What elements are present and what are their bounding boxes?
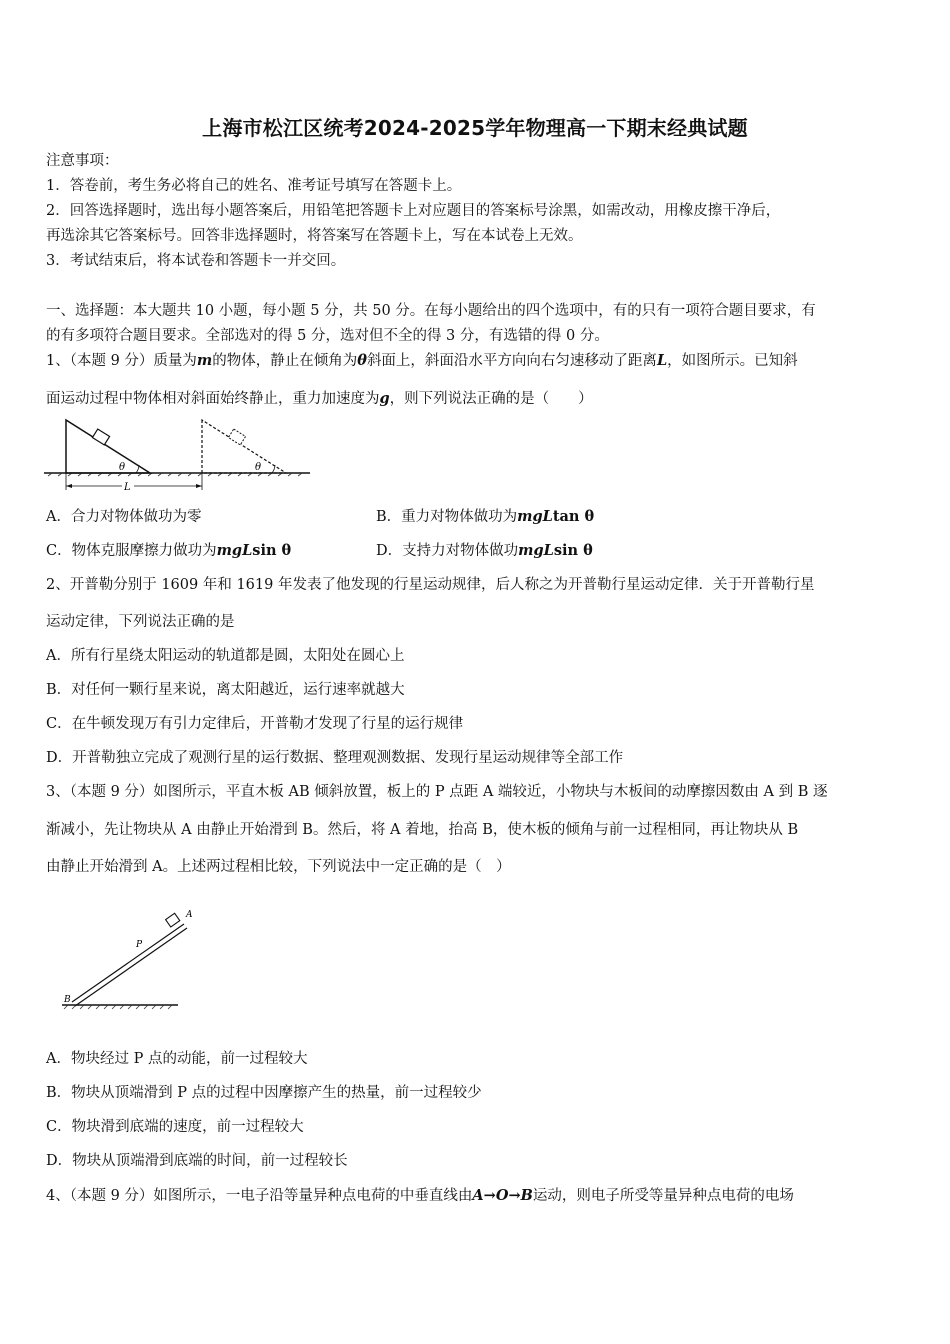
point-P-label: P [136, 940, 143, 950]
notice-item: 2．回答选择题时，选出每小题答案后，用铅笔把答题卡上对应题目的答案标号涂黑，如需改动，用橡皮擦干净后， [46, 203, 781, 219]
question-1-option-b: B．重力对物体做功为mgLtan θ [376, 508, 595, 525]
question-2-option-d: D．开普勒独立完成了观测行星的运行数据、整理观测数据、发现行星运动规律等全部工作 [46, 750, 624, 766]
question-3-option-d: D．物块从顶端滑到底端的时间，前一过程较长 [46, 1153, 348, 1169]
question-4-text: 4、（本题 9 分）如图所示，一电子沿等量异种点电荷的中垂直线由A→O→B运动，则电子所受等量异种点电荷的电场 [46, 1187, 794, 1204]
question-3-text: 渐减小，先让物块从 A 由静止开始滑到 B。然后，将 A 着地，抬高 B，使木板的倾角与前一过程相同，再让物块从 B [46, 822, 799, 838]
theta-label: θ [255, 462, 262, 473]
question-3-text: 3、（本题 9 分）如图所示，平直木板 AB 倾斜放置，板上的 P 点距 A 端较近，小物块与木板间的动摩擦因数由 A 到 B 逐 [46, 784, 828, 800]
question-2-text: 运动定律，下列说法正确的是 [46, 614, 235, 630]
notice-heading: 注意事项： [46, 153, 119, 169]
question-2-option-c: C．在牛顿发现万有引力定律后，开普勒才发现了行星的运行规律 [46, 716, 464, 732]
question-3-option-c: C．物块滑到底端的速度，前一过程较大 [46, 1119, 304, 1135]
question-1-figure [44, 418, 314, 493]
question-1-option-c: C．物体克服摩擦力做功为mgLsin θ [46, 542, 292, 559]
question-3-text: 由静止开始滑到 A。上述两过程相比较，下列说法中一定正确的是（ ） [46, 859, 511, 875]
question-1-text: 面运动过程中物体相对斜面始终静止，重力加速度为g，则下列说法正确的是（ ） [46, 390, 593, 407]
section-instructions: 的有多项符合题目要求。全部选对的得 5 分，选对但不全的得 3 分，有选错的得 0 分。 [46, 328, 609, 344]
question-1-option-d: D．支持力对物体做功mgLsin θ [376, 542, 593, 559]
question-3-option-a: A．物块经过 P 点的动能，前一过程较大 [46, 1051, 308, 1067]
L-label: L [124, 482, 131, 493]
question-3-figure [58, 905, 193, 1015]
notice-item: 再选涂其它答案标号。回答非选择题时，将答案写在答题卡上，写在本试卷上无效。 [46, 228, 583, 244]
question-1-text: 1、（本题 9 分）质量为m的物体，静止在倾角为θ斜面上，斜面沿水平方向向右匀速移动了距离L，如图所示。已知斜 [46, 352, 798, 369]
question-3-option-b: B．物块从顶端滑到 P 点的过程中因摩擦产生的热量，前一过程较少 [46, 1085, 482, 1101]
question-2-option-b: B．对任何一颗行星来说，离太阳越近，运行速率就越大 [46, 682, 405, 698]
page-title: 上海市松江区统考2024-2025学年物理高一下期末经典试题 [202, 116, 748, 140]
point-B-label: B [64, 995, 71, 1005]
section-instructions: 一、选择题：本大题共 10 小题，每小题 5 分，共 50 分。在每小题给出的四个选项中，有的只有一项符合题目要求，有 [46, 303, 816, 319]
question-1-option-a: A．合力对物体做功为零 [46, 509, 202, 525]
point-A-label: A [186, 910, 193, 920]
question-2-text: 2、开普勒分别于 1609 年和 1619 年发表了他发现的行星运动规律，后人称之为开普勒行星运动定律．关于开普勒行星 [46, 577, 815, 593]
theta-label: θ [119, 462, 126, 473]
notice-item: 1．答卷前，考生务必将自己的姓名、准考证号填写在答题卡上。 [46, 178, 462, 194]
notice-item: 3．考试结束后，将本试卷和答题卡一并交回。 [46, 253, 346, 269]
question-2-option-a: A．所有行星绕太阳运动的轨道都是圆，太阳处在圆心上 [46, 648, 405, 664]
